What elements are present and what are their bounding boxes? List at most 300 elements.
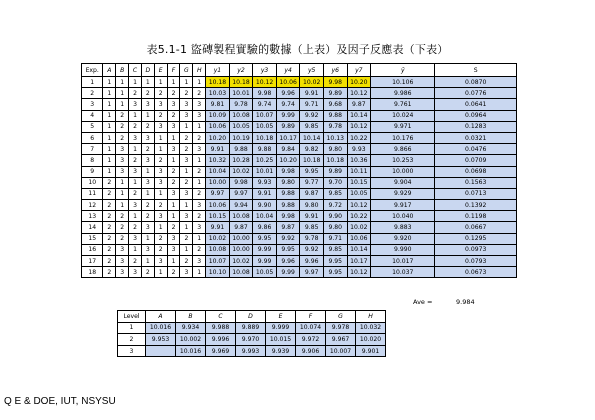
table-row <box>82 233 517 244</box>
table-cell: 1 <box>180 222 193 233</box>
table-row <box>82 244 517 255</box>
table-cell: 9.993 <box>236 345 266 357</box>
table-cell: 3 <box>180 99 193 110</box>
table-row <box>82 256 517 267</box>
column-header: C <box>129 64 142 77</box>
table-cell: 3 <box>167 188 180 199</box>
table-cell: 0.0713 <box>435 188 517 199</box>
table-cell: 3 <box>154 166 167 177</box>
table-cell: 0.1295 <box>435 233 517 244</box>
table-cell: 1 <box>193 77 206 88</box>
table-cell: 9.70 <box>323 177 347 188</box>
column-header: y5 <box>300 64 324 77</box>
table-cell: 10.20 <box>206 132 230 143</box>
column-header: H <box>356 311 386 323</box>
table-cell: 9.72 <box>323 200 347 211</box>
table-cell: 9.99 <box>276 267 300 278</box>
table-cell: 2 <box>180 88 193 99</box>
table-cell: 3 <box>154 121 167 132</box>
table-cell: 10.00 <box>229 233 253 244</box>
table-cell: 3 <box>193 222 206 233</box>
table-cell: 10.17 <box>276 132 300 143</box>
table-cell: 9.761 <box>371 99 435 110</box>
table-cell: 10.01 <box>253 166 277 177</box>
table-cell: 10.12 <box>347 267 371 278</box>
table-cell: 2 <box>167 267 180 278</box>
table-cell: 6 <box>82 132 103 143</box>
table-cell: 9.904 <box>371 177 435 188</box>
table-cell: 9.71 <box>323 233 347 244</box>
table-cell: 10.016 <box>176 345 206 357</box>
factor-response-table <box>117 310 386 357</box>
table-cell: 9.74 <box>276 99 300 110</box>
table-cell: 10.06 <box>206 121 230 132</box>
table-cell: 9.906 <box>296 345 326 357</box>
table-cell: 10.02 <box>300 77 324 88</box>
table-cell: 2 <box>154 200 167 211</box>
table-cell: 2 <box>141 200 154 211</box>
table-cell: 10.08 <box>229 110 253 121</box>
table-cell: 3 <box>167 244 180 255</box>
table-cell: 1 <box>103 88 116 99</box>
table-cell: 10.18 <box>206 77 230 88</box>
table-cell: 2 <box>103 177 116 188</box>
table-cell: 2 <box>116 211 129 222</box>
table-cell: 1 <box>193 177 206 188</box>
table-cell: 2 <box>103 267 116 278</box>
table-cell: 10.36 <box>347 155 371 166</box>
table-cell: 9.95 <box>276 244 300 255</box>
table-cell: 9.972 <box>296 334 326 346</box>
table-row <box>118 334 386 346</box>
table-cell: 3 <box>180 188 193 199</box>
table-cell: 10.32 <box>206 155 230 166</box>
table-cell: 10.00 <box>206 177 230 188</box>
column-header: D <box>141 64 154 77</box>
table-cell: 10.28 <box>229 155 253 166</box>
table-cell: 10.007 <box>326 345 356 357</box>
table-cell: 9.87 <box>276 222 300 233</box>
table-cell: 9.95 <box>323 256 347 267</box>
table-cell: 9.87 <box>347 99 371 110</box>
table-cell: 9.996 <box>206 334 236 346</box>
table-cell: 2 <box>167 166 180 177</box>
table-cell: 8 <box>82 155 103 166</box>
table-cell: 9.939 <box>266 345 296 357</box>
table-cell: 9.978 <box>326 322 356 334</box>
table-cell: 10.253 <box>371 155 435 166</box>
table-cell: 3 <box>141 99 154 110</box>
table-cell: 9.96 <box>276 88 300 99</box>
table-cell: 9.80 <box>300 200 324 211</box>
table-cell: 10.06 <box>276 77 300 88</box>
table-cell: 9.80 <box>323 144 347 155</box>
table-cell: 3 <box>116 244 129 255</box>
table-row <box>82 99 517 110</box>
table-cell: 9.901 <box>356 345 386 357</box>
table-cell: 1 <box>103 144 116 155</box>
table-cell: 10.12 <box>347 88 371 99</box>
table-cell: 9.99 <box>276 110 300 121</box>
table-cell: 9.98 <box>323 77 347 88</box>
table-cell: 10.01 <box>229 88 253 99</box>
table-cell: 1 <box>180 244 193 255</box>
table-cell: 3 <box>193 200 206 211</box>
table-cell: 10.12 <box>347 200 371 211</box>
table-cell: 9.934 <box>176 322 206 334</box>
table-cell: 1 <box>103 110 116 121</box>
table-cell: 2 <box>154 88 167 99</box>
table-cell: 3 <box>193 144 206 155</box>
table-cell: 9.91 <box>253 188 277 199</box>
table-cell: 2 <box>82 88 103 99</box>
column-header: G <box>326 311 356 323</box>
table-cell: 0.0776 <box>435 88 517 99</box>
table-row <box>82 144 517 155</box>
table-cell: 10.02 <box>229 166 253 177</box>
table-cell: 2 <box>193 244 206 255</box>
table-cell: 2 <box>103 222 116 233</box>
table-cell: 10.000 <box>371 166 435 177</box>
table-cell: 9.87 <box>229 222 253 233</box>
table-cell: 1 <box>154 77 167 88</box>
table-cell: 10.25 <box>253 155 277 166</box>
table-cell: 9.990 <box>371 244 435 255</box>
table-cell: 9.80 <box>323 222 347 233</box>
table-cell: 0.0321 <box>435 132 517 143</box>
table-cell: 2 <box>141 144 154 155</box>
table-cell: 10.04 <box>253 211 277 222</box>
column-header: y4 <box>276 64 300 77</box>
table-cell: 9.91 <box>300 211 324 222</box>
table-cell: 10.11 <box>347 166 371 177</box>
table-cell: 2 <box>154 155 167 166</box>
table-cell: 9.95 <box>253 233 277 244</box>
table-cell: 2 <box>180 132 193 143</box>
average-label: Ave = <box>413 298 433 306</box>
table-cell: 1 <box>118 322 146 334</box>
table-cell: 2 <box>167 177 180 188</box>
table-cell: 2 <box>103 211 116 222</box>
table-cell: 9.81 <box>206 99 230 110</box>
table-cell: 1 <box>193 233 206 244</box>
column-header: y3 <box>253 64 277 77</box>
table-cell: 9.999 <box>266 322 296 334</box>
table-cell: 9.89 <box>276 121 300 132</box>
table-cell: 9.93 <box>347 144 371 155</box>
column-header: y2 <box>229 64 253 77</box>
table-cell: 10.016 <box>146 322 176 334</box>
table-cell: 9.986 <box>371 88 435 99</box>
table-cell: 2 <box>180 256 193 267</box>
table-row <box>82 211 517 222</box>
table-cell: 3 <box>116 144 129 155</box>
table-row <box>82 110 517 121</box>
table-cell: 9.92 <box>276 233 300 244</box>
table-cell: 3 <box>154 256 167 267</box>
table-cell: 9.883 <box>371 222 435 233</box>
column-header: S <box>435 64 517 77</box>
table-cell: 10.07 <box>206 256 230 267</box>
table-cell: 2 <box>141 211 154 222</box>
table-cell: 2 <box>193 88 206 99</box>
table-cell: 3 <box>193 256 206 267</box>
table-cell: 9.88 <box>323 110 347 121</box>
table-cell: 10.017 <box>371 256 435 267</box>
table-cell: 3 <box>129 200 142 211</box>
table-row <box>82 188 517 199</box>
table-cell: 10.15 <box>206 211 230 222</box>
table-cell: 9.80 <box>276 177 300 188</box>
table-cell: 10.032 <box>356 322 386 334</box>
table-cell: 9.88 <box>253 144 277 155</box>
table-cell: 1 <box>167 211 180 222</box>
table-row <box>82 222 517 233</box>
table-cell: 0.1392 <box>435 200 517 211</box>
response-header-row <box>118 311 386 323</box>
table-cell: 1 <box>141 166 154 177</box>
table-cell: 9.988 <box>206 322 236 334</box>
table-cell: 1 <box>167 132 180 143</box>
table-cell: 1 <box>141 110 154 121</box>
table-cell: 1 <box>141 233 154 244</box>
column-header: F <box>296 311 326 323</box>
table-cell: 0.1283 <box>435 121 517 132</box>
table-cell: 0.0973 <box>435 244 517 255</box>
table-cell: 1 <box>129 244 142 255</box>
table-cell: 2 <box>154 233 167 244</box>
table-cell: 10.03 <box>206 88 230 99</box>
table-cell: 0.1563 <box>435 177 517 188</box>
table-row <box>82 121 517 132</box>
table-cell: 1 <box>154 144 167 155</box>
table-cell: 1 <box>129 177 142 188</box>
table-cell: 1 <box>180 121 193 132</box>
table-cell: 3 <box>141 177 154 188</box>
table-cell: 0.0870 <box>435 77 517 88</box>
table-cell: 1 <box>129 144 142 155</box>
table-cell: 9.90 <box>323 211 347 222</box>
table-cell: 10.002 <box>176 334 206 346</box>
column-header: C <box>206 311 236 323</box>
table-cell: 10.18 <box>253 132 277 143</box>
table-cell: 1 <box>193 267 206 278</box>
table-cell: 1 <box>167 77 180 88</box>
table-cell: 17 <box>82 256 103 267</box>
table-cell: 10.024 <box>371 110 435 121</box>
table-cell: 2 <box>103 233 116 244</box>
table-cell: 15 <box>82 233 103 244</box>
table-cell: 9 <box>82 166 103 177</box>
table-cell: 10.05 <box>253 267 277 278</box>
table-cell: 3 <box>193 99 206 110</box>
table-cell: 3 <box>129 233 142 244</box>
table-cell: 2 <box>180 177 193 188</box>
table-cell: 3 <box>118 345 146 357</box>
table-row <box>82 88 517 99</box>
table-cell: 3 <box>141 155 154 166</box>
table-cell: 9.96 <box>300 256 324 267</box>
table-cell: 10.12 <box>253 77 277 88</box>
table-cell: 7 <box>82 144 103 155</box>
table-cell: 5 <box>82 121 103 132</box>
table-row <box>118 345 386 357</box>
table-cell: 10.08 <box>229 267 253 278</box>
table-cell: 9.99 <box>253 244 277 255</box>
table-cell: 9.87 <box>300 188 324 199</box>
table-cell: 9.88 <box>276 188 300 199</box>
table-cell: 3 <box>154 177 167 188</box>
column-header: F <box>167 64 180 77</box>
table-cell: 0.0709 <box>435 155 517 166</box>
table-cell: 3 <box>129 99 142 110</box>
table-title: 表5.1-1 盜磚製程實驗的數據（上表）及因子反應表（下表） <box>146 43 449 56</box>
table-cell: 2 <box>193 211 206 222</box>
table-cell: 1 <box>103 77 116 88</box>
table-cell: 10.05 <box>347 188 371 199</box>
table-cell: 9.953 <box>146 334 176 346</box>
table-cell: 10.22 <box>347 132 371 143</box>
table-cell: 10.037 <box>371 267 435 278</box>
table-cell: 9.89 <box>323 88 347 99</box>
table-cell: 3 <box>154 211 167 222</box>
table-cell: 3 <box>154 99 167 110</box>
table-cell: 10.06 <box>347 233 371 244</box>
table-cell: 2 <box>167 88 180 99</box>
table-cell: 2 <box>116 132 129 143</box>
table-cell: 18 <box>82 267 103 278</box>
table-cell: 9.98 <box>253 88 277 99</box>
table-cell: 9.97 <box>229 188 253 199</box>
column-header: y1 <box>206 64 230 77</box>
table-cell: 10.05 <box>253 121 277 132</box>
table-cell: 10.015 <box>266 334 296 346</box>
table-cell: 1 <box>193 121 206 132</box>
table-cell: 1 <box>116 188 129 199</box>
table-cell: 1 <box>103 99 116 110</box>
table-cell: 9.86 <box>253 222 277 233</box>
table-cell: 2 <box>193 188 206 199</box>
table-cell: 10.15 <box>347 177 371 188</box>
table-cell: 1 <box>116 200 129 211</box>
table-cell: 9.88 <box>276 200 300 211</box>
table-cell: 0.0667 <box>435 222 517 233</box>
table-cell: 9.91 <box>300 88 324 99</box>
table-cell: 9.85 <box>300 121 324 132</box>
table-cell: 2 <box>141 267 154 278</box>
table-cell: 2 <box>129 155 142 166</box>
table-cell: 13 <box>82 211 103 222</box>
table-cell: 10.08 <box>206 244 230 255</box>
table-cell: 9.84 <box>276 144 300 155</box>
table-cell: 2 <box>193 132 206 143</box>
table-cell: 10.22 <box>347 211 371 222</box>
table-cell: 2 <box>129 188 142 199</box>
table-cell: 1 <box>116 77 129 88</box>
table-cell: 9.866 <box>371 144 435 155</box>
table-cell: 3 <box>167 99 180 110</box>
table-cell: 1 <box>180 166 193 177</box>
table-cell: 1 <box>129 211 142 222</box>
table-cell: 3 <box>82 99 103 110</box>
table-cell: 2 <box>193 166 206 177</box>
table-cell: 1 <box>103 121 116 132</box>
table-cell: 2 <box>103 244 116 255</box>
table-cell: 2 <box>129 222 142 233</box>
table-cell: 2 <box>103 200 116 211</box>
table-header-row <box>82 64 517 77</box>
column-header: D <box>236 311 266 323</box>
table-cell: 1 <box>116 88 129 99</box>
table-cell: 10.02 <box>347 222 371 233</box>
table-cell: 3 <box>167 233 180 244</box>
table-cell: 3 <box>129 267 142 278</box>
column-header: ȳ <box>371 64 435 77</box>
table-cell: 1 <box>129 77 142 88</box>
table-cell: 1 <box>154 188 167 199</box>
table-cell: 2 <box>129 88 142 99</box>
table-cell: 9.93 <box>253 177 277 188</box>
table-cell: 9.99 <box>253 256 277 267</box>
table-cell: 10.020 <box>356 334 386 346</box>
table-cell: 9.71 <box>300 99 324 110</box>
table-cell: 9.95 <box>323 267 347 278</box>
column-header: y6 <box>323 64 347 77</box>
table-row <box>82 177 517 188</box>
table-cell: 2 <box>141 121 154 132</box>
table-cell: 3 <box>116 267 129 278</box>
table-cell: 10.05 <box>229 121 253 132</box>
table-cell: 2 <box>103 188 116 199</box>
table-cell: 10.00 <box>229 244 253 255</box>
table-cell: 1 <box>167 200 180 211</box>
column-header: B <box>176 311 206 323</box>
table-cell: 9.78 <box>300 233 324 244</box>
table-cell: 9.92 <box>300 244 324 255</box>
table-cell: 10.074 <box>296 322 326 334</box>
table-cell: 0.1198 <box>435 211 517 222</box>
table-cell: 9.917 <box>371 200 435 211</box>
table-cell: 10.18 <box>323 155 347 166</box>
table-cell: 10.08 <box>229 211 253 222</box>
table-cell: 10.040 <box>371 211 435 222</box>
table-cell: 2 <box>154 110 167 121</box>
table-cell: 9.98 <box>276 166 300 177</box>
table-cell: 1 <box>103 155 116 166</box>
table-cell: 3 <box>129 132 142 143</box>
table-cell: 10.18 <box>300 155 324 166</box>
table-cell: 10.09 <box>206 110 230 121</box>
table-cell: 0.0698 <box>435 166 517 177</box>
table-cell: 9.98 <box>276 211 300 222</box>
table-cell: 1 <box>103 166 116 177</box>
table-cell: 2 <box>116 110 129 121</box>
table-cell: 0.0641 <box>435 99 517 110</box>
column-header: E <box>154 64 167 77</box>
table-cell: 3 <box>116 155 129 166</box>
table-cell: 10.20 <box>347 77 371 88</box>
table-cell: 3 <box>116 256 129 267</box>
table-cell: 1 <box>154 222 167 233</box>
table-cell: 10.06 <box>206 200 230 211</box>
table-cell: 9.91 <box>206 144 230 155</box>
column-header: A <box>103 64 116 77</box>
table-row <box>82 200 517 211</box>
table-cell: 3 <box>129 166 142 177</box>
table-cell: 9.929 <box>371 188 435 199</box>
table-cell: 3 <box>167 121 180 132</box>
table-cell: 9.77 <box>300 177 324 188</box>
